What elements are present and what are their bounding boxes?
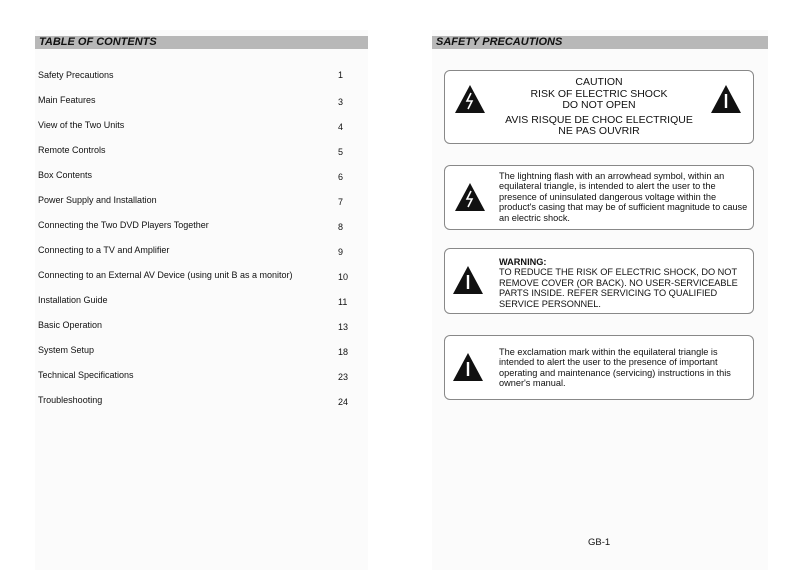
toc-item-page: 6 bbox=[338, 172, 344, 182]
toc-item-label: Remote Controls bbox=[38, 145, 106, 155]
exclamation-text: The exclamation mark within the equilateral triangle is intended to alert the user to the presence of important operating and maintenance (servicing) instructions in this owner's manual. bbox=[499, 347, 731, 389]
toc-item-label: Main Features bbox=[38, 95, 96, 105]
toc-item-label: Basic Operation bbox=[38, 320, 103, 330]
page-number: GB-1 bbox=[588, 537, 611, 548]
toc-item-page: 9 bbox=[338, 247, 344, 257]
lightning-box bbox=[444, 165, 754, 230]
caution-line-fr: AVIS RISQUE DE CHOC ELECTRIQUE bbox=[505, 113, 693, 126]
toc-item[interactable] bbox=[38, 395, 348, 407]
exclamation-triangle-icon bbox=[453, 353, 483, 381]
toc-item-page: 7 bbox=[338, 197, 344, 207]
exclamation-triangle-icon bbox=[711, 85, 741, 113]
toc-item[interactable] bbox=[38, 295, 348, 307]
toc-item-page: 24 bbox=[338, 397, 349, 407]
exclamation-triangle-icon bbox=[453, 266, 483, 294]
toc-item[interactable] bbox=[38, 270, 348, 282]
lightning-triangle-icon bbox=[455, 183, 485, 211]
toc-item[interactable] bbox=[38, 95, 348, 107]
toc-item-page: 3 bbox=[338, 97, 344, 107]
warning-text: TO REDUCE THE RISK OF ELECTRIC SHOCK, DO NOT REMOVE COVER (OR BACK). NO USER-SERVICEABLE PARTS INSIDE. REFER SERVICING TO QUALIFIED SERVICE PERSONNEL. bbox=[499, 267, 738, 309]
toc-item-label: System Setup bbox=[38, 345, 95, 355]
toc-item[interactable] bbox=[38, 145, 348, 157]
toc-item-label: Box Contents bbox=[38, 170, 93, 180]
toc-item-label: Connecting the Two DVD Players Together bbox=[38, 220, 209, 230]
exclamation-box bbox=[444, 335, 754, 400]
toc-item-page: 10 bbox=[338, 272, 349, 282]
toc-item-page: 8 bbox=[338, 222, 344, 232]
caution-box bbox=[444, 70, 754, 144]
warning-title: WARNING: bbox=[499, 257, 547, 267]
caution-line: RISK OF ELECTRIC SHOCK bbox=[530, 87, 668, 100]
toc-item[interactable] bbox=[38, 345, 348, 357]
caution-title: CAUTION bbox=[575, 76, 623, 88]
warning-box bbox=[444, 248, 754, 314]
toc-item-label: Power Supply and Installation bbox=[38, 195, 157, 205]
lightning-triangle-icon bbox=[455, 85, 485, 113]
toc-item-label: Safety Precautions bbox=[38, 70, 114, 80]
caution-line-fr: NE PAS OUVRIR bbox=[558, 125, 640, 137]
toc-item[interactable] bbox=[38, 320, 348, 332]
safety-header: SAFETY PRECAUTIONS bbox=[432, 36, 768, 49]
lightning-text: The lightning flash with an arrowhead symbol, within an equilateral triangle, is intended to alert the user to the presence of uninsulated dangerous voltage within the product's casing that may be of sufficient magnitude to cause an electric shock. bbox=[499, 171, 748, 223]
toc-item-page: 11 bbox=[338, 297, 348, 307]
toc-item-page: 23 bbox=[338, 372, 349, 382]
toc-item[interactable] bbox=[38, 170, 348, 182]
toc-item[interactable] bbox=[38, 370, 348, 382]
toc-item[interactable] bbox=[38, 195, 348, 207]
toc-item-label: Connecting to an External AV Device (using unit B as a monitor) bbox=[38, 270, 293, 280]
toc-header: TABLE OF CONTENTS bbox=[35, 36, 368, 49]
toc-item-page: 4 bbox=[338, 122, 344, 132]
toc-item-page: 18 bbox=[338, 347, 349, 357]
toc-item-label: Technical Specifications bbox=[38, 370, 134, 380]
toc-item-page: 13 bbox=[338, 322, 349, 332]
toc-item-page: 5 bbox=[338, 147, 344, 157]
toc-item-label: Installation Guide bbox=[38, 295, 108, 305]
toc-item-label: Connecting to a TV and Amplifier bbox=[38, 245, 170, 255]
toc-item[interactable] bbox=[38, 220, 348, 232]
toc-item[interactable] bbox=[38, 120, 348, 132]
toc-item-page: 1 bbox=[338, 70, 344, 80]
toc-item[interactable] bbox=[38, 245, 348, 257]
toc-item-label: View of the Two Units bbox=[38, 120, 125, 130]
toc-item[interactable] bbox=[38, 70, 348, 82]
toc-item-label: Troubleshooting bbox=[38, 395, 103, 405]
caution-line: DO NOT OPEN bbox=[562, 99, 636, 111]
